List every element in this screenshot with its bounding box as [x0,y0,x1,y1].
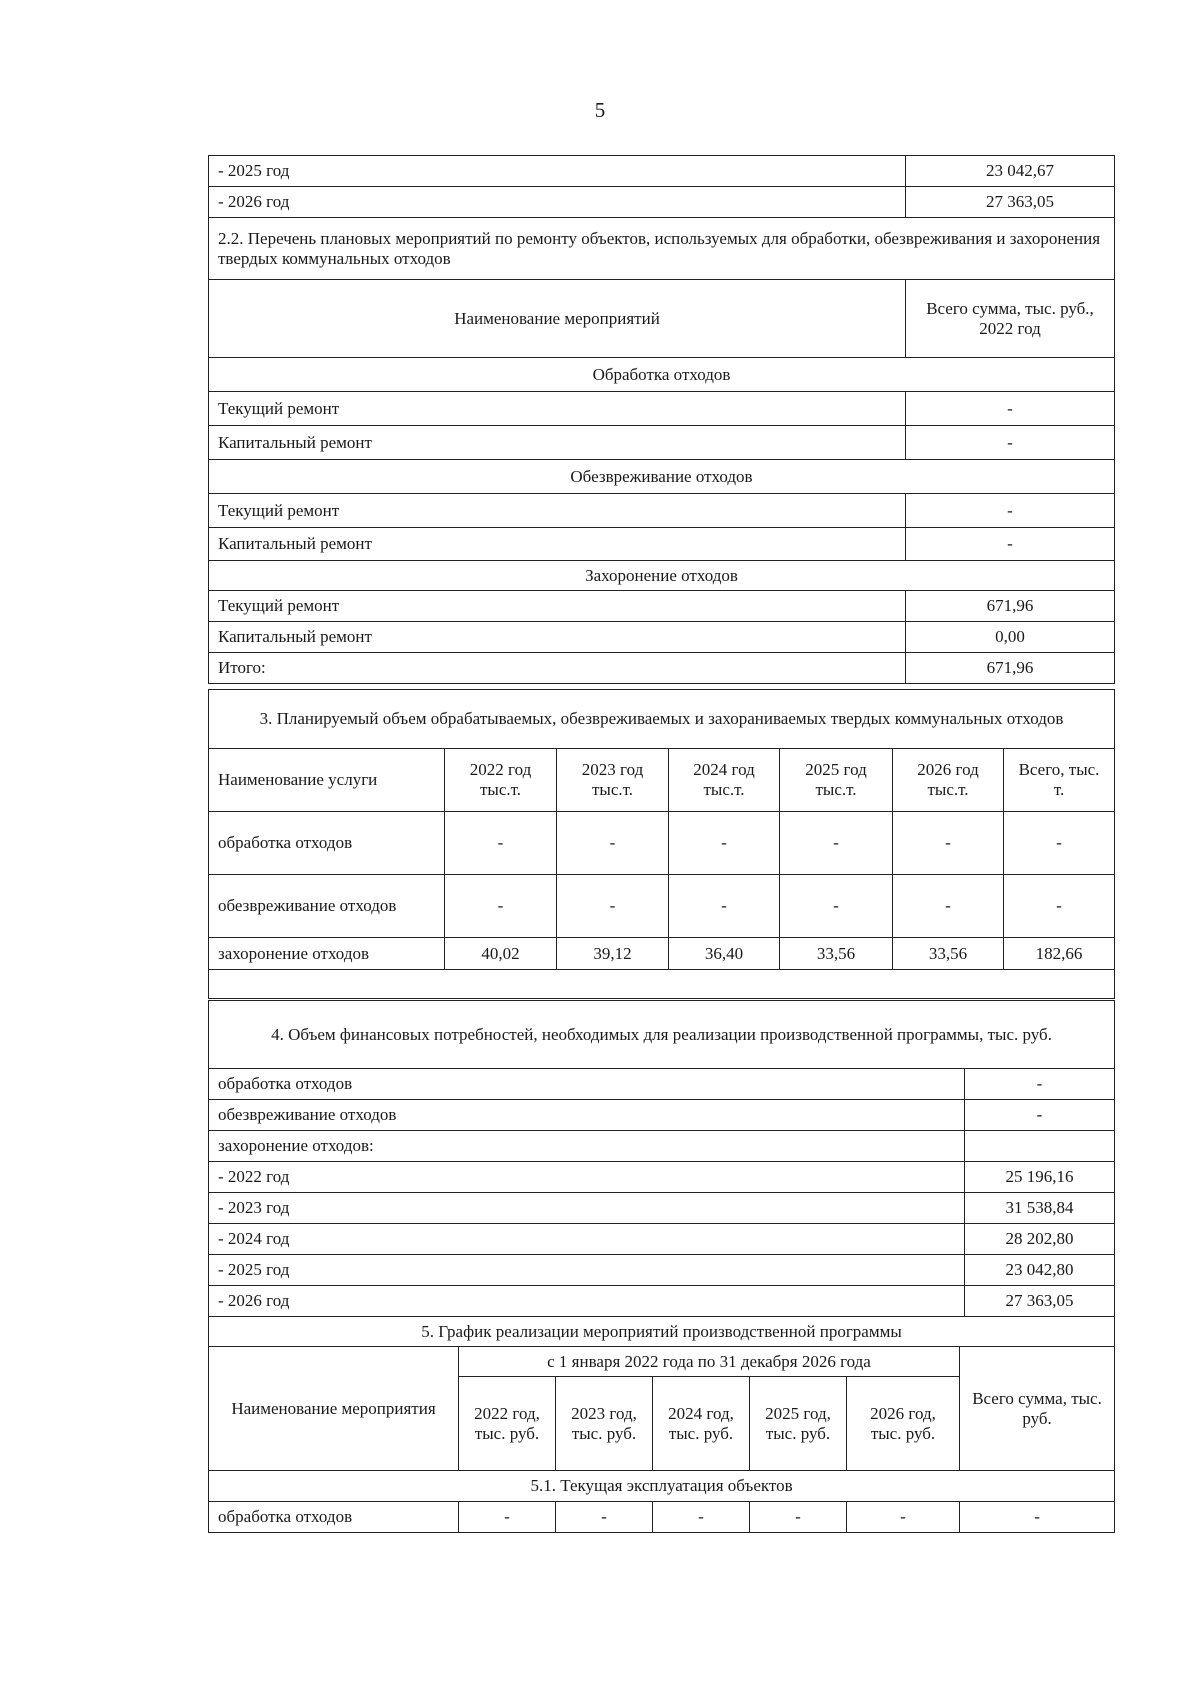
cell: захоронение отходов [209,938,445,970]
cell: - [780,812,893,875]
row-label: Текущий ремонт [209,392,906,426]
row-value: - [965,1100,1115,1131]
section-heading-5: 5. График реализации мероприятий производственной программы [209,1317,1115,1347]
row-value: 0,00 [906,622,1115,653]
row-label: Текущий ремонт [209,591,906,622]
cell: - [445,812,557,875]
table-row [209,1100,1115,1131]
column-header: 2024 год тыс.т. [669,749,780,812]
cell: - [669,812,780,875]
table-row [209,1224,1115,1255]
cell: 182,66 [1004,938,1115,970]
row-value: 23 042,67 [906,156,1115,187]
cell: обработка отходов [209,1502,459,1533]
cell: - [459,1502,556,1533]
cell: - [1004,812,1115,875]
column-header-name: Наименование мероприятия [209,1347,459,1471]
group-title: Обезвреживание отходов [209,460,1115,494]
cell: 36,40 [669,938,780,970]
total-label: Итого: [209,653,906,684]
period-header: с 1 января 2022 года по 31 декабря 2026 года [459,1347,960,1377]
cell: - [557,812,669,875]
row-value: 671,96 [906,591,1115,622]
year-header: 2022 год, тыс. руб. [459,1377,556,1471]
cell: - [1004,875,1115,938]
section-heading-2-2: 2.2. Перечень плановых мероприятий по ремонту объектов, используемых для обработки, обезвреживания и захоронения твердых коммунальных отходов [209,218,1115,280]
cell: - [445,875,557,938]
row-value: - [906,426,1115,460]
table-row [209,1069,1115,1100]
row-value: 31 538,84 [965,1193,1115,1224]
table-finance [208,1000,1115,1317]
table-row [209,1255,1115,1286]
table-row [209,1162,1115,1193]
row-label: Капитальный ремонт [209,426,906,460]
row-value: - [965,1069,1115,1100]
row-value: 23 042,80 [965,1255,1115,1286]
group-title: Обработка отходов [209,358,1115,392]
row-label: - 2025 год [209,156,906,187]
table-volume [208,689,1115,999]
table-row [209,1193,1115,1224]
row-label: - 2023 год [209,1193,965,1224]
column-header: Наименование услуги [209,749,445,812]
table-row [209,591,1115,622]
row-label: - 2024 год [209,1224,965,1255]
row-label: - 2025 год [209,1255,965,1286]
row-label: - 2026 год [209,187,906,218]
row-value: 25 196,16 [965,1162,1115,1193]
table-row-total [209,653,1115,684]
cell: - [893,875,1004,938]
table-row [209,494,1115,528]
table-row [209,1286,1115,1317]
row-value: - [906,392,1115,426]
cell: - [669,875,780,938]
page-number: 5 [594,98,606,122]
table-row [209,812,1115,875]
cell: 39,12 [557,938,669,970]
year-header: 2026 год, тыс. руб. [847,1377,960,1471]
column-header-name: Наименование мероприятий [209,280,906,358]
cell: - [893,812,1004,875]
cell: 33,56 [780,938,893,970]
group-title: Захоронение отходов [209,561,1115,591]
row-label: Капитальный ремонт [209,622,906,653]
cell: - [653,1502,750,1533]
total-value: 671,96 [906,653,1115,684]
column-header: 2025 год тыс.т. [780,749,893,812]
section-heading-4: 4. Объем финансовых потребностей, необходимых для реализации производственной программы, тыс. руб. [209,1001,1115,1069]
cell: обезвреживание отходов [209,875,445,938]
cell: - [960,1502,1115,1533]
section-heading-3: 3. Планируемый объем обрабатываемых, обезвреживаемых и захораниваемых твердых коммунальных отходов [209,690,1115,749]
table-row [209,156,1115,187]
row-label: обезвреживание отходов [209,1100,965,1131]
row-label: - 2026 год [209,1286,965,1317]
cell: обработка отходов [209,812,445,875]
table-row [209,622,1115,653]
year-header: 2025 год, тыс. руб. [750,1377,847,1471]
table-schedule [208,1316,1115,1533]
row-label: - 2022 год [209,1162,965,1193]
empty-spacer-row [209,970,1115,999]
table-row [209,875,1115,938]
table-row [209,938,1115,970]
cell: - [847,1502,960,1533]
column-header: 2023 год тыс.т. [557,749,669,812]
table-row [209,187,1115,218]
cell: - [780,875,893,938]
row-label: Капитальный ремонт [209,528,906,561]
table-row [209,528,1115,561]
cell: - [556,1502,653,1533]
table-row [209,392,1115,426]
table-row [209,426,1115,460]
cell: 33,56 [893,938,1004,970]
row-value: - [906,528,1115,561]
column-header-total: Всего сумма, тыс. руб., 2022 год [906,280,1115,358]
year-header: 2024 год, тыс. руб. [653,1377,750,1471]
table-row [209,1502,1115,1533]
row-value: - [906,494,1115,528]
row-label: захоронение отходов: [209,1131,965,1162]
sub-heading-5-1: 5.1. Текущая эксплуатация объектов [209,1471,1115,1502]
row-value: 27 363,05 [906,187,1115,218]
column-header-total: Всего сумма, тыс. руб. [960,1347,1115,1471]
year-header: 2023 год, тыс. руб. [556,1377,653,1471]
row-value [965,1131,1115,1162]
table-repairs [208,155,1115,684]
cell: - [750,1502,847,1533]
row-value: 27 363,05 [965,1286,1115,1317]
cell: - [557,875,669,938]
row-label: Текущий ремонт [209,494,906,528]
row-label: обработка отходов [209,1069,965,1100]
cell: 40,02 [445,938,557,970]
table-row [209,1131,1115,1162]
column-header: Всего, тыс. т. [1004,749,1115,812]
column-header: 2026 год тыс.т. [893,749,1004,812]
row-value: 28 202,80 [965,1224,1115,1255]
column-header: 2022 год тыс.т. [445,749,557,812]
